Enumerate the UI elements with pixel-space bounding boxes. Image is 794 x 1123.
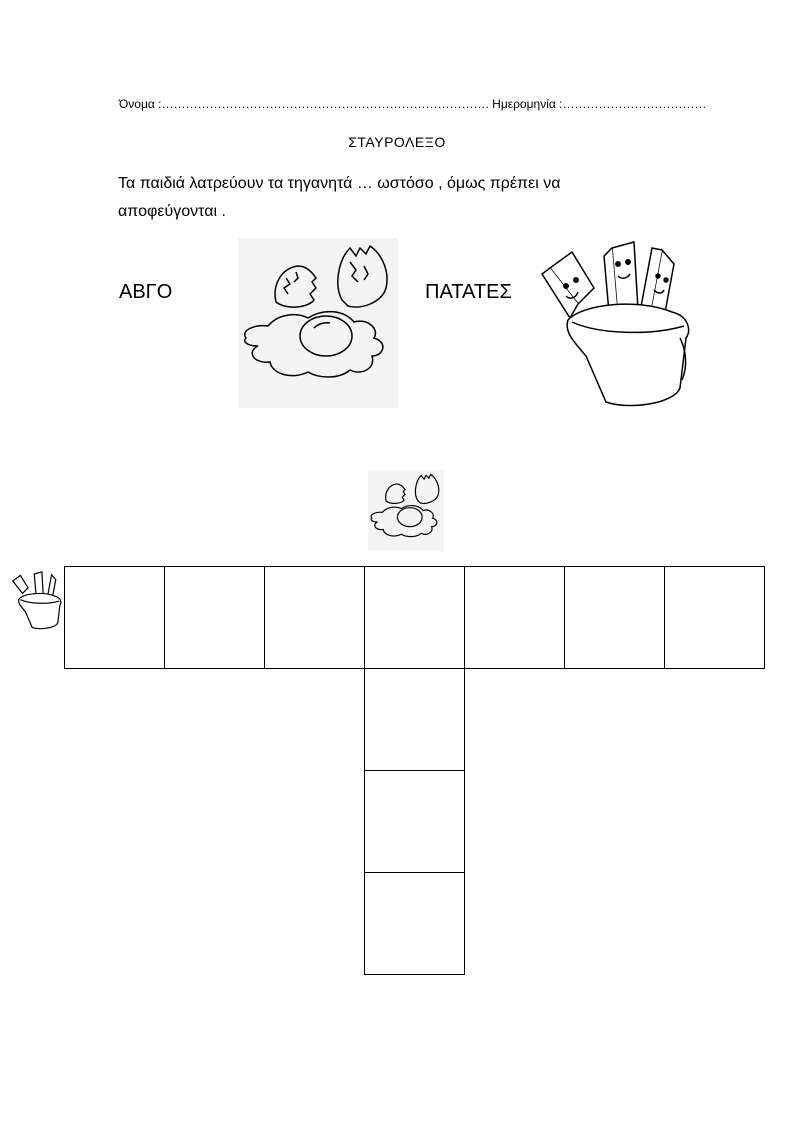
intro-text: Τα παιδιά λατρεύουν τα τηγανητά … ωστόσο , όμως πρέπει να αποφεύγονται .	[118, 175, 561, 220]
date-field[interactable]: ………………………………	[562, 97, 707, 111]
word-egg: ΑΒΓΟ	[119, 281, 173, 303]
page-title: ΣΤΑΥΡΟΛΕΞΟ	[348, 134, 446, 150]
crossword-cell-v2[interactable]	[364, 668, 465, 771]
name-date-line	[119, 97, 706, 111]
egg-illustration	[238, 238, 398, 408]
name-field[interactable]: ……………………………………………………………………….	[161, 97, 489, 111]
egg-clue-icon	[368, 470, 444, 552]
crossword-cell-h6[interactable]	[564, 566, 665, 669]
date-label: Ημερομηνία :	[488, 97, 563, 111]
crossword-cell-h1[interactable]	[64, 566, 165, 669]
crossword-cell-h2[interactable]	[164, 566, 265, 669]
crossword-cell-h7[interactable]	[664, 566, 765, 669]
name-label: Όνομα :	[119, 97, 162, 111]
word-fries: ΠΑΤΑΤΕΣ	[425, 281, 512, 303]
crossword-cell-v4[interactable]	[364, 872, 465, 975]
crossword-cell-v3[interactable]	[364, 770, 465, 873]
crossword-cell-h4-shared[interactable]	[364, 566, 465, 669]
fries-illustration	[542, 238, 692, 408]
crossword-cell-h3[interactable]	[264, 566, 365, 669]
crossword-cell-h5[interactable]	[464, 566, 565, 669]
fries-clue-icon	[10, 570, 62, 630]
